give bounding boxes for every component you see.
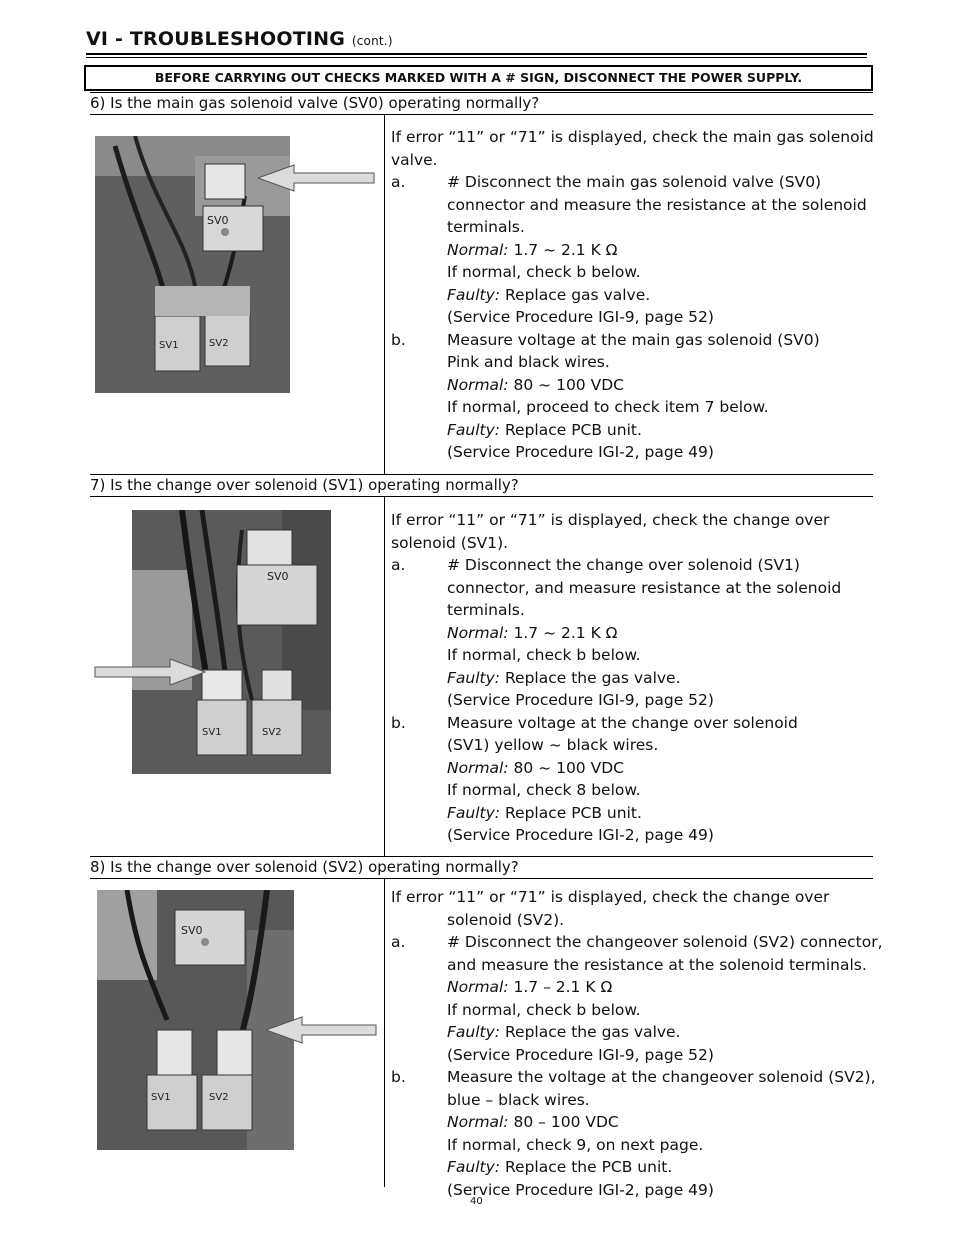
service-ref: (Service Procedure IGI-2, page 49) <box>447 826 714 844</box>
question-8: 8) Is the change over solenoid (SV2) operating normally? <box>90 856 873 879</box>
divider-6 <box>384 114 385 475</box>
arrow-icon <box>258 164 376 192</box>
page-number: 40 <box>470 1196 483 1207</box>
photo-label-sv1: SV1 <box>151 1092 171 1103</box>
photo-label-sv0: SV0 <box>267 570 289 583</box>
header-rule <box>86 53 867 58</box>
question-7: 7) Is the change over solenoid (SV1) operating normally? <box>90 474 873 497</box>
arrow-icon <box>266 1016 378 1044</box>
photo-label-sv1: SV1 <box>159 340 179 351</box>
photo-label-sv2: SV2 <box>262 727 282 738</box>
divider-7 <box>384 496 385 856</box>
section-6-text: If error “11” or “71” is displayed, check the main gas solenoid valve. a. # Disconnect the main gas solenoid valve (SV0) connector and measure the resistance at the solenoid terminals. Normal: 1.7 ~ 2.1 K Ω If normal, check b below. Faulty: Replace gas valve. (Service Procedure IGI-9, page 52) b. Measure voltage at the main gas solenoid (SV0) Pink and black wires. Normal: 80 ~ 100 VDC If normal, proceed to check item 7 below. Faulty: Replace PCB unit. (Service Procedure IGI-2, page 49) <box>391 126 874 464</box>
photo-label-sv2: SV2 <box>209 338 229 349</box>
service-ref: (Service Procedure IGI-9, page 52) <box>447 308 714 326</box>
section-7-text: If error “11” or “71” is displayed, check the change over solenoid (SV1). a. # Disconnect the change over solenoid (SV1) connector, and measure resistance at the solenoid terminals. Normal: 1.7 ~ 2.1 K Ω If normal, check b below. Faulty: Replace the gas valve. (Service Procedure IGI-9, page 52) b. Measure voltage at the change over solenoid (SV1) yellow ~ black wires. Normal: 80 ~ 100 VDC If normal, check 8 below. Faulty: Replace PCB unit. (Service Procedure IGI-2, page 49) <box>391 509 841 847</box>
service-ref: (Service Procedure IGI-2, page 49) <box>447 1180 714 1199</box>
divider-8 <box>384 878 385 1187</box>
question-6: 6) Is the main gas solenoid valve (SV0) operating normally? <box>90 92 873 115</box>
photo-label-sv2: SV2 <box>209 1092 229 1103</box>
photo-label-sv0: SV0 <box>181 924 203 937</box>
section-8-text: If error “11” or “71” is displayed, check the change over solenoid (SV2). a. # Disconnect the changeover solenoid (SV2) connector, and measure the resistance at the solenoid terminals. Normal: 1.7 – 2.1 K Ω If normal, check b below. Faulty: Replace the gas valve. (Service Procedure IGI-9, page 52) b. Measure the voltage at the changeover solenoid (SV2), blue – black wires. Normal: 80 – 100 VDC If normal, check 9, on next page. Faulty: Replace the PCB unit. (Service Procedure IGI-2, page 49) <box>391 886 883 1201</box>
service-ref: (Service Procedure IGI-9, page 52) <box>447 1045 714 1064</box>
photo-sv1 <box>132 510 331 774</box>
photo-label-sv1: SV1 <box>202 727 222 738</box>
service-ref: (Service Procedure IGI-2, page 49) <box>447 443 714 461</box>
page-title <box>86 28 393 50</box>
arrow-icon <box>94 658 206 686</box>
photo-sv2 <box>97 890 294 1150</box>
service-ref: (Service Procedure IGI-9, page 52) <box>447 691 714 709</box>
power-warning: BEFORE CARRYING OUT CHECKS MARKED WITH A # SIGN, DISCONNECT THE POWER SUPPLY. <box>84 65 873 91</box>
photo-label-sv0: SV0 <box>207 214 229 227</box>
title-cont: (cont.) <box>351 34 393 48</box>
title-text: VI - TROUBLESHOOTING <box>86 28 346 50</box>
